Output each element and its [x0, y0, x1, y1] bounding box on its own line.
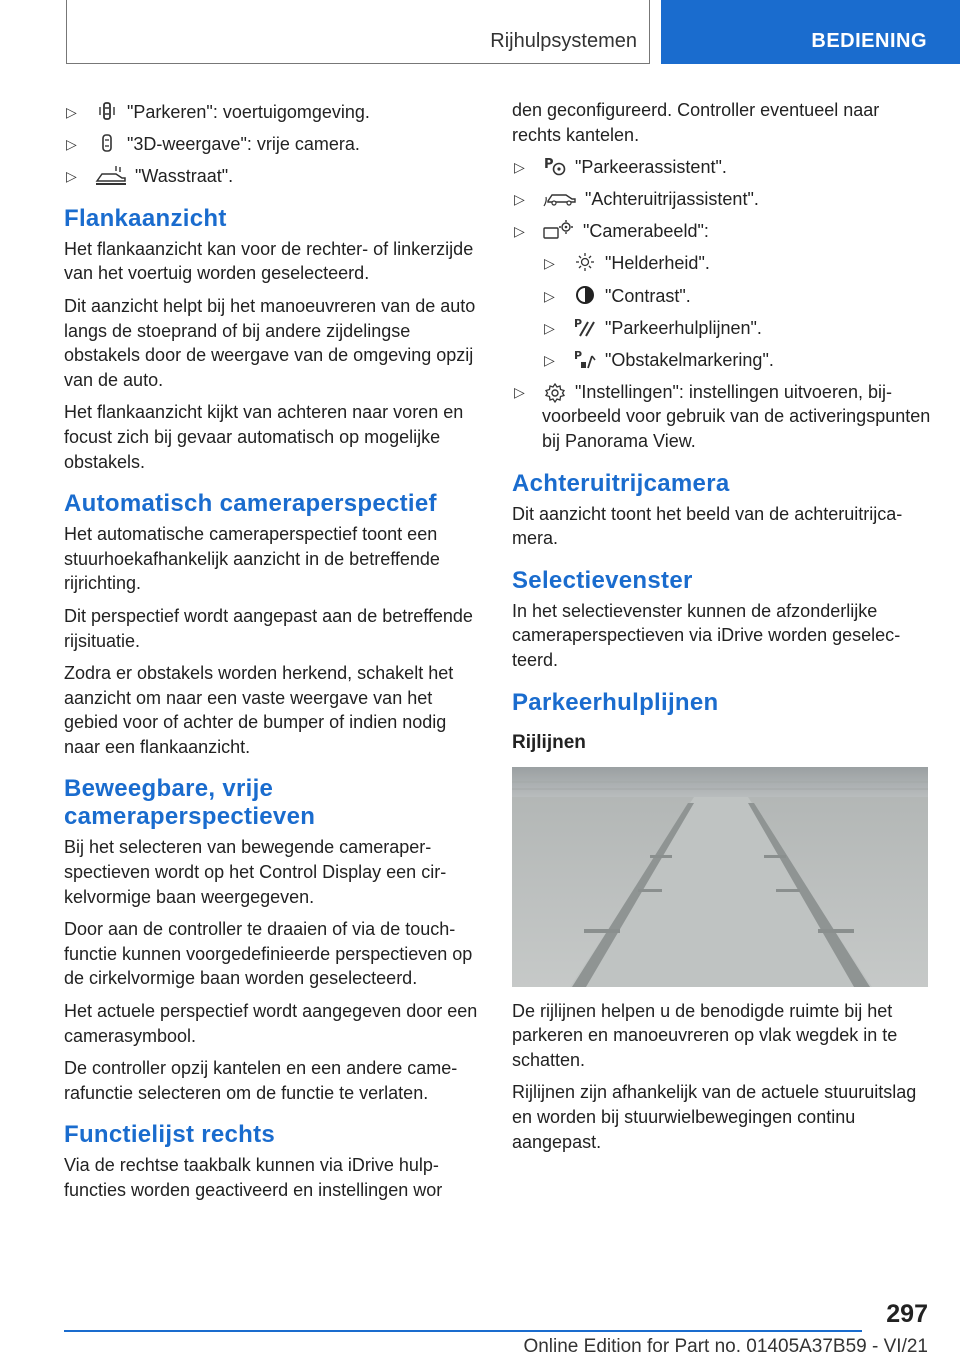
bullet-triangle: ▷ — [544, 319, 555, 336]
paragraph: De rijlijnen helpen u de benodigde ruimte bij het parkeren en manoeuvreren op vlak wegdek in te schatten. — [512, 1000, 898, 1070]
header-chapter-title: BEDIENING — [811, 30, 927, 52]
paragraph: In het selectievenster kunnen de afzonderlijke cameraperspectieven via iDrive worden geselecteerd. — [512, 600, 901, 670]
bullet-triangle: ▷ — [66, 136, 77, 153]
paragraph: Via de rechtse taakbalk kunnen via iDrive hulpfuncties worden geactiveerd en instellingen wor — [64, 1155, 443, 1200]
list-item: ▷ P "Parkeerhulplijnen". — [542, 316, 932, 341]
section-heading: Selectievenster — [512, 566, 693, 594]
list-item: ▷ "3D-weergave": vrije camera. — [64, 132, 484, 157]
paragraph: De controller opzij kantelen en een andere camerafunctie selecteren om de functie te verlaten. — [64, 1058, 458, 1103]
paragraph: Dit aanzicht helpt bij het manoeuvreren van de auto langs de stoeprand of bij andere zijdelingse obstakels door de weergave van de omgeving opzij van de auto. — [64, 295, 476, 390]
paragraph: Het flankaanzicht kan voor de rechter- of linkerzijde van het voertuig worden geselecteerd. — [64, 238, 474, 284]
list-item: ▷ "Camerabeeld": — [512, 219, 932, 244]
footer-edition: Online Edition for Part no. 01405A37B59 - VI/21 — [523, 1336, 928, 1357]
bullet-triangle: ▷ — [544, 351, 555, 368]
bullet-triangle: ▷ — [514, 383, 525, 400]
page-number: 297 — [886, 1300, 928, 1328]
contrast-icon — [572, 284, 598, 306]
parking-lines-icon — [572, 316, 598, 338]
section-heading: Flankaanzicht — [64, 204, 227, 232]
subsection-heading: Rijlijnen — [512, 731, 586, 753]
parking-view-icon — [94, 100, 120, 122]
bullet-triangle: ▷ — [514, 191, 525, 208]
list-item: ▷ "Achteruitrijassistent". — [512, 187, 932, 212]
3d-view-icon — [94, 132, 120, 154]
svg-text:P: P — [574, 348, 583, 362]
list-item: ▷ P "Parkeerassistent". — [512, 155, 932, 180]
paragraph: Het actuele perspectief wordt aangegeven door een camerasymbool. — [64, 1001, 478, 1046]
paragraph: Dit aanzicht toont het beeld van de achteruitrijcamera. — [512, 503, 903, 549]
left-column — [64, 100, 484, 1211]
list-item: ▷ "Helderheid". — [542, 251, 932, 276]
paragraph: Bij het selecteren van bewegende cameraperspectieven wordt op het Control Display een cirkelvormige baan weergegeven. — [64, 837, 447, 907]
obstacle-marking-icon — [572, 348, 598, 370]
paragraph: Het automatische cameraperspectief toont een stuurhoekafhankelijk aanzicht in de betreffende rijrichting. — [64, 524, 440, 594]
paragraph: Door aan de controller te draaien of via de touchfunctie kunnen voorgedefinieerde perspectieven op de cirkelvormige baan worden geselecteerd. — [64, 919, 473, 989]
paragraph: Dit perspectief wordt aangepast aan de betreffende rijsituatie. — [64, 605, 473, 651]
section-heading: Beweegbare, vrije cameraperspectieven — [64, 775, 316, 831]
section-heading: Parkeerhulplijnen — [512, 688, 719, 716]
svg-text:P: P — [544, 157, 554, 173]
reversing-assistant-icon — [542, 187, 578, 209]
driving-lines-illustration — [512, 767, 928, 987]
section-heading: Achteruitrijcamera — [512, 469, 730, 497]
bullet-triangle: ▷ — [514, 159, 525, 176]
list-item: ▷ "Parkeren": voertuigomgeving. — [64, 100, 484, 125]
paragraph: den geconfigureerd. Controller eventueel naar rechts kantelen. — [512, 100, 880, 145]
settings-icon — [542, 382, 568, 404]
section-heading: Functielijst rechts — [64, 1121, 276, 1149]
header-section-title: Rijhulpsystemen — [490, 30, 637, 52]
brightness-icon — [572, 251, 598, 273]
svg-text:P: P — [574, 316, 583, 330]
bullet-triangle: ▷ — [66, 104, 77, 120]
list-item: ▷ "Wasstraat". — [64, 164, 484, 189]
bullet-triangle: ▷ — [544, 255, 555, 272]
header-chapter-tab — [661, 0, 960, 64]
bullet-triangle: ▷ — [514, 223, 525, 240]
bullet-triangle: ▷ — [544, 287, 555, 304]
paragraph: Het flankaanzicht kijkt van achteren naar voren en focust zich bij gevaar automatisch op mogelijke obstakels. — [64, 402, 464, 472]
right-column — [512, 100, 932, 1162]
park-assistant-icon — [542, 155, 568, 177]
section-heading: Automatisch cameraperspectief — [64, 490, 437, 518]
car-wash-icon — [94, 164, 128, 186]
header-section-box — [66, 0, 650, 64]
list-item: ▷ P "Obstakelmarkering". — [542, 348, 932, 373]
footer-divider — [64, 1330, 862, 1332]
camera-settings-icon — [542, 219, 576, 241]
paragraph: Rijlijnen zijn afhankelijk van de actuele stuuruitslag en worden bij stuurwielbewegingen continu aangepast. — [512, 1082, 917, 1152]
paragraph: Zodra er obstakels worden herkend, schakelt het aanzicht om naar een vaste weergave van het gebied voor of achter de bumper of indien nodig naar een flankaanzicht. — [64, 663, 454, 757]
bullet-triangle: ▷ — [66, 168, 77, 185]
list-item: ▷ "Instellingen": instellingen uitvoeren, bijvoorbeeld voor gebruik van de activeringspunten bij Panorama View. — [514, 381, 931, 452]
list-item: ▷ "Contrast". — [542, 284, 932, 309]
